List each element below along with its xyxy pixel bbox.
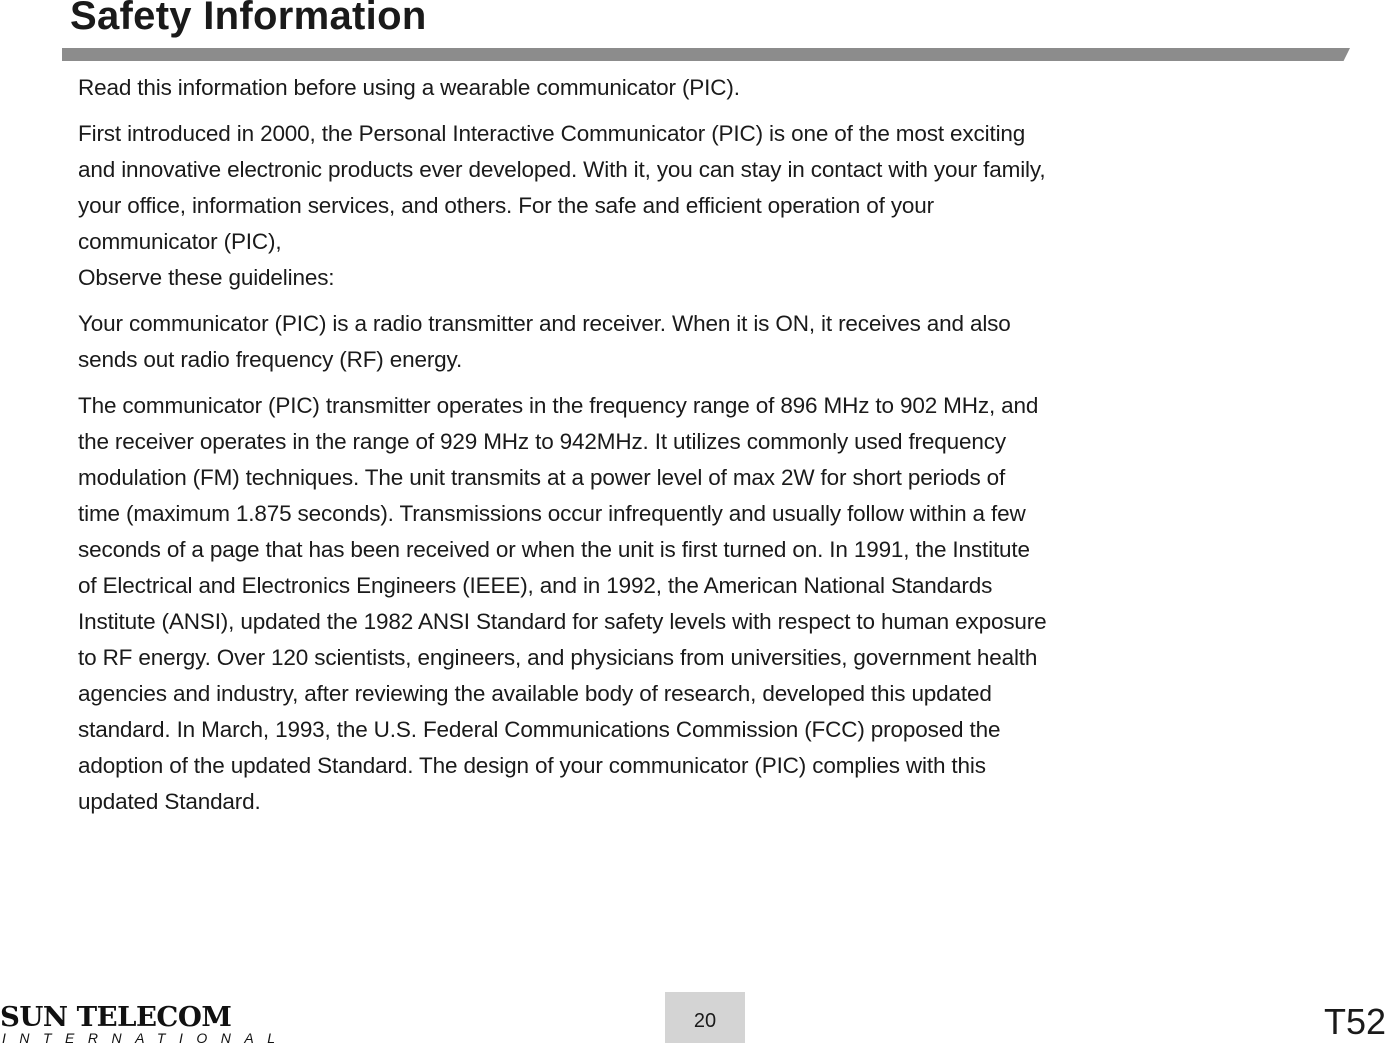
body-content (78, 70, 1368, 830)
paragraph-1-line: your office, information services, and others. For the safe and efficient operation of your (78, 193, 934, 218)
sun-telecom-logo (0, 1002, 289, 1046)
paragraph-1-line: communicator (PIC), (78, 229, 282, 254)
title-underline-rule (62, 48, 1350, 61)
page-number: 20 (665, 992, 745, 1043)
paragraph-3 (78, 388, 1368, 820)
paragraph-3-line: modulation (FM) techniques. The unit transmits at a power level of max 2W for short periods of (78, 465, 1006, 490)
paragraph-1-line: First introduced in 2000, the Personal Interactive Communicator (PIC) is one of the most exciting (78, 121, 1026, 146)
paragraph-1 (78, 116, 1368, 296)
paragraph-3-line: updated Standard. (78, 789, 261, 814)
paragraph-3-line: adoption of the updated Standard. The design of your communicator (PIC) complies with this (78, 753, 986, 778)
paragraph-2-line: Your communicator (PIC) is a radio transmitter and receiver. When it is ON, it receives and also (78, 311, 1011, 336)
paragraph-3-line: standard. In March, 1993, the U.S. Federal Communications Commission (FCC) proposed the (78, 717, 1001, 742)
paragraph-1-line: and innovative electronic products ever developed. With it, you can stay in contact with your family, (78, 157, 1046, 182)
logo-subtitle: INTERNATIONAL (2, 1030, 289, 1046)
paragraph-3-line: The communicator (PIC) transmitter operates in the frequency range of 896 MHz to 902 MHz, and (78, 393, 1039, 418)
paragraph-3-line: the receiver operates in the range of 929 MHz to 942MHz. It utilizes commonly used frequency (78, 429, 1006, 454)
paragraph-1-line: Observe these guidelines: (78, 265, 335, 290)
intro-paragraph (78, 70, 1368, 106)
paragraph-2-line: sends out radio frequency (RF) energy. (78, 347, 463, 372)
page-title: Safety Information (70, 0, 427, 38)
paragraph-3-line: time (maximum 1.875 seconds). Transmissions occur infrequently and usually follow within a few (78, 501, 1026, 526)
logo-wordmark: SUN TELECOM (0, 1002, 232, 1033)
paragraph-3-line: to RF energy. Over 120 scientists, engineers, and physicians from universities, government health (78, 645, 1038, 670)
model-label: T52 (1324, 1001, 1387, 1042)
paragraph-3-line: Institute (ANSI), updated the 1982 ANSI Standard for safety levels with respect to human exposure (78, 609, 1047, 634)
paragraph-2 (78, 306, 1368, 378)
paragraph-3-line: agencies and industry, after reviewing the available body of research, developed this updated (78, 681, 992, 706)
paragraph-3-line: of Electrical and Electronics Engineers (IEEE), and in 1992, the American National Standards (78, 573, 993, 598)
paragraph-3-line: seconds of a page that has been received or when the unit is first turned on. In 1991, the Institute (78, 537, 1030, 562)
intro-line: Read this information before using a wearable communicator (PIC). (78, 75, 740, 100)
